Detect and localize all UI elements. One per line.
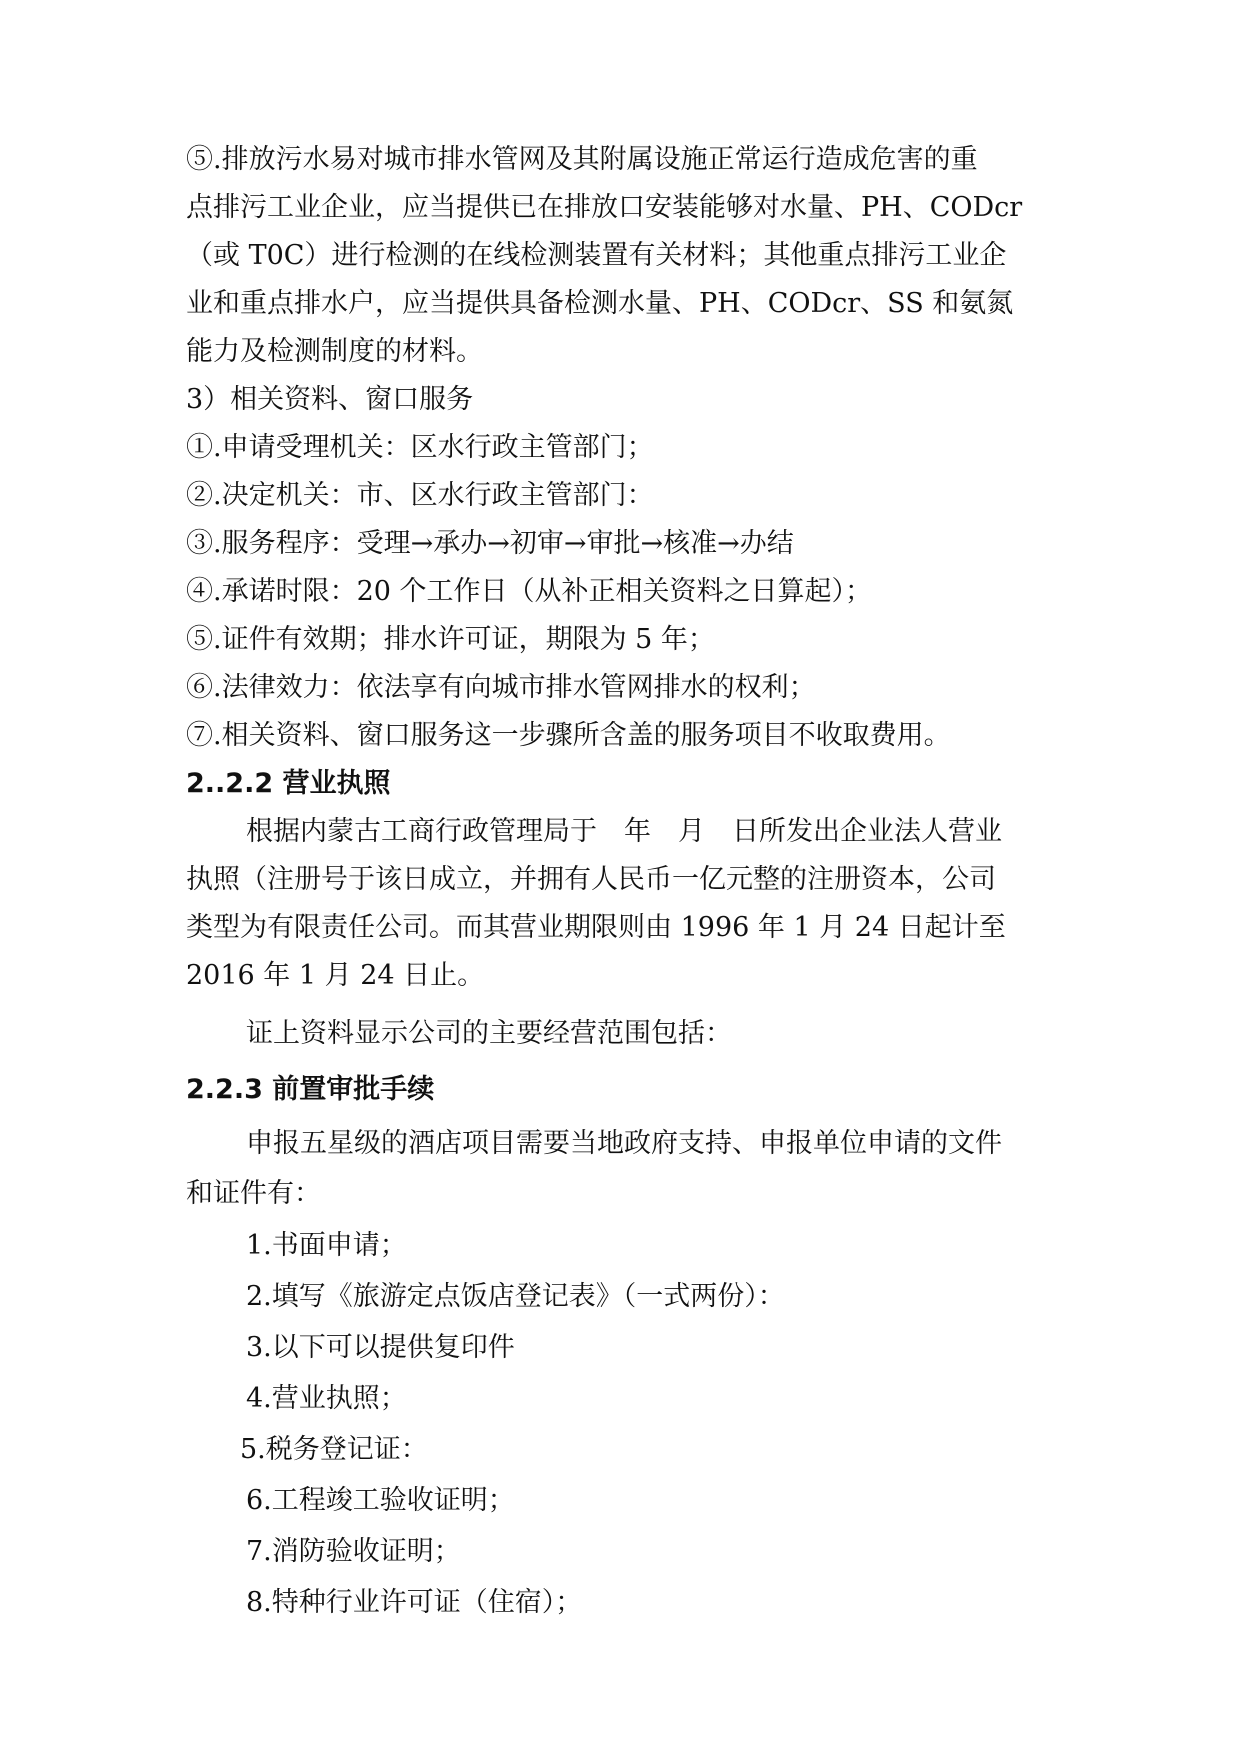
list-item: 7.消防验收证明；: [246, 1536, 461, 1567]
paragraph-line: 能力及检测制度的材料。: [186, 336, 483, 367]
list-item: ④.承诺时限：20 个工作日（从补正相关资料之日算起）；: [186, 576, 873, 607]
list-item: 5.税务登记证：: [240, 1434, 428, 1465]
paragraph-line: 业和重点排水户，应当提供具备检测水量、PH、CODcr、SS 和氨氮: [186, 288, 1014, 319]
list-item: ⑥.法律效力：依法享有向城市排水管网排水的权利；: [186, 672, 816, 703]
paragraph-line: 根据内蒙古工商行政管理局于 年 月 日所发出企业法人营业: [246, 816, 1002, 847]
section-heading: 2..2.2 营业执照: [186, 768, 391, 799]
paragraph-line: 申报五星级的酒店项目需要当地政府支持、申报单位申请的文件: [246, 1128, 1002, 1159]
list-item: 6.工程竣工验收证明；: [246, 1485, 515, 1516]
section-heading: 2.2.3 前置审批手续: [186, 1074, 435, 1105]
paragraph-line: （或 T0C）进行检测的在线检测装置有关材料；其他重点排污工业企: [186, 240, 1007, 271]
list-item: 4.营业执照；: [246, 1383, 407, 1414]
paragraph-line: 点排污工业企业，应当提供已在排放口安装能够对水量、PH、CODcr: [186, 192, 1023, 223]
list-item: ⑤.证件有效期；排水许可证，期限为 5 年；: [186, 624, 715, 655]
list-item: 3.以下可以提供复印件: [246, 1332, 515, 1363]
subsection-title: 3）相关资料、窗口服务: [186, 384, 474, 415]
paragraph-line: 类型为有限责任公司。而其营业期限则由 1996 年 1 月 24 日起计至: [186, 912, 1006, 943]
list-item: 2.填写《旅游定点饭店登记表》（一式两份）：: [246, 1281, 785, 1312]
list-item: ③.服务程序：受理→承办→初审→审批→核准→办结: [186, 528, 794, 559]
list-item: ②.决定机关：市、区水行政主管部门：: [186, 480, 654, 511]
paragraph-line: 执照（注册号于该日成立，并拥有人民币一亿元整的注册资本，公司: [186, 864, 996, 895]
list-item: 1.书面申请；: [246, 1230, 407, 1261]
list-item: 8.特种行业许可证（住宿）；: [246, 1587, 583, 1618]
paragraph-line: 和证件有：: [186, 1178, 321, 1209]
paragraph-line: 证上资料显示公司的主要经营范围包括：: [246, 1018, 732, 1049]
list-item: ①.申请受理机关：区水行政主管部门；: [186, 432, 654, 463]
paragraph-line: 2016 年 1 月 24 日止。: [186, 960, 485, 991]
list-item: ⑦.相关资料、窗口服务这一步骤所含盖的服务项目不收取费用。: [186, 720, 951, 751]
paragraph-line: ⑤.排放污水易对城市排水管网及其附属设施正常运行造成危害的重: [186, 144, 978, 175]
